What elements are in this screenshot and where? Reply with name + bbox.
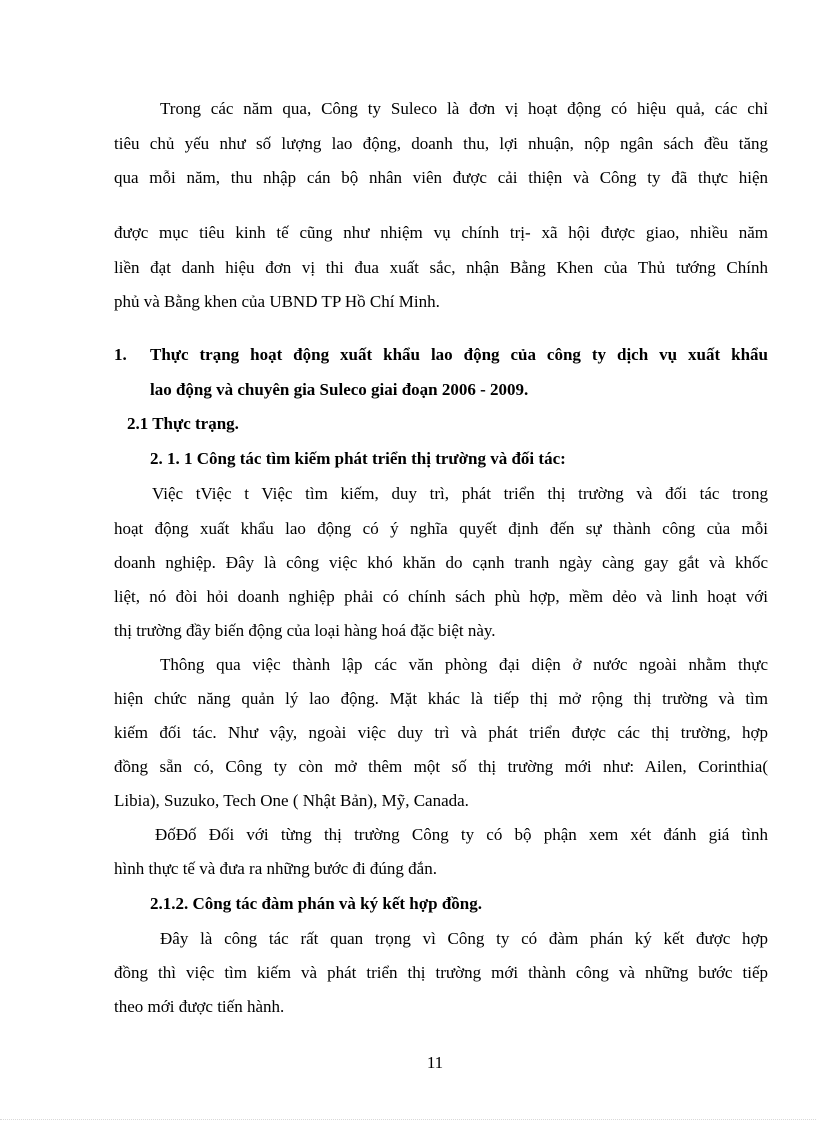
para1-line-5: liền đạt danh hiệu đơn vị thi đua xuất sắc, nhận Bằng Khen của Thủ tướng Chính bbox=[114, 258, 768, 277]
para5-line-2: đồng thì việc tìm kiếm và phát triển thị trường mới thành công và những bước tiếp bbox=[114, 963, 768, 982]
para5-line-1: Đây là công tác rất quan trọng vì Công ty có đàm phán ký kết được hợp bbox=[160, 929, 768, 948]
page-number: 11 bbox=[426, 1053, 444, 1072]
para3-line-3: kiếm đối tác. Như vậy, ngoài việc duy trì và phát triển được các thị trường, hợp bbox=[114, 723, 768, 742]
para1-line-1: Trong các năm qua, Công ty Suleco là đơn vị hoạt động có hiệu quả, các chỉ bbox=[160, 99, 768, 118]
para2-line-1: Việc tViệc t Việc tìm kiếm, duy trì, phát triển thị trường và đối tác trong bbox=[152, 484, 768, 503]
page-bottom-divider bbox=[0, 1119, 816, 1120]
section-1-title-line-1: Thực trạng hoạt động xuất khẩu lao động của công ty dịch vụ xuất khẩu bbox=[150, 345, 768, 364]
para2-line-3: doanh nghiệp. Đây là công việc khó khăn do cạnh tranh ngày càng gay gắt và khốc bbox=[114, 553, 768, 572]
para2-line-2: hoạt động xuất khẩu lao động có ý nghĩa quyết định đến sự thành công của mỗi bbox=[114, 519, 768, 538]
para4-line-1: ĐốĐố Đối với từng thị trường Công ty có bộ phận xem xét đánh giá tình bbox=[155, 825, 768, 844]
para1-line-6: phủ và Bằng khen của UBND TP Hồ Chí Minh. bbox=[114, 292, 440, 311]
para3-line-5: Libia), Suzuko, Tech One ( Nhật Bản), Mỹ, Canada. bbox=[114, 791, 469, 810]
para3-line-2: hiện chức năng quản lý lao động. Mặt khác là tiếp thị mở rộng thị trường và tìm bbox=[114, 689, 768, 708]
para1-line-3: qua mỗi năm, thu nhập cán bộ nhân viên được cải thiện và Công ty đã thực hiện bbox=[114, 168, 768, 187]
para1-line-2: tiêu chủ yếu như số lượng lao động, doanh thu, lợi nhuận, nộp ngân sách đều tăng bbox=[114, 134, 768, 153]
subsection-2-1-2-heading: 2.1.2. Công tác đàm phán và ký kết hợp đồng. bbox=[150, 894, 483, 913]
subsection-2-1-heading: 2.1 Thực trạng. bbox=[127, 414, 239, 433]
section-1-number: 1. bbox=[114, 345, 127, 364]
para2-line-4: liệt, nó đòi hỏi doanh nghiệp phải có chính sách phù hợp, mềm dẻo và linh hoạt với bbox=[114, 587, 768, 606]
para2-line-5: thị trường đầy biến động của loại hàng hoá đặc biệt này. bbox=[114, 621, 496, 640]
para4-line-2: hình thực tế và đưa ra những bước đi đúng đắn. bbox=[114, 859, 437, 878]
para3-line-1: Thông qua việc thành lập các văn phòng đại diện ở nước ngoài nhằm thực bbox=[160, 655, 768, 674]
para3-line-4: đồng sẵn có, Công ty còn mở thêm một số thị trường mới như: Ailen, Corinthia( bbox=[114, 757, 768, 776]
para5-line-3: theo mới được tiến hành. bbox=[114, 997, 285, 1016]
subsection-2-1-1-heading: 2. 1. 1 Công tác tìm kiếm phát triển thị trường và đối tác: bbox=[150, 449, 566, 468]
section-1-title-line-2: lao động và chuyên gia Suleco giai đoạn 2006 - 2009. bbox=[150, 380, 529, 399]
para1-line-4: được mục tiêu kinh tế cũng như nhiệm vụ chính trị- xã hội được giao, nhiều năm bbox=[114, 223, 768, 242]
